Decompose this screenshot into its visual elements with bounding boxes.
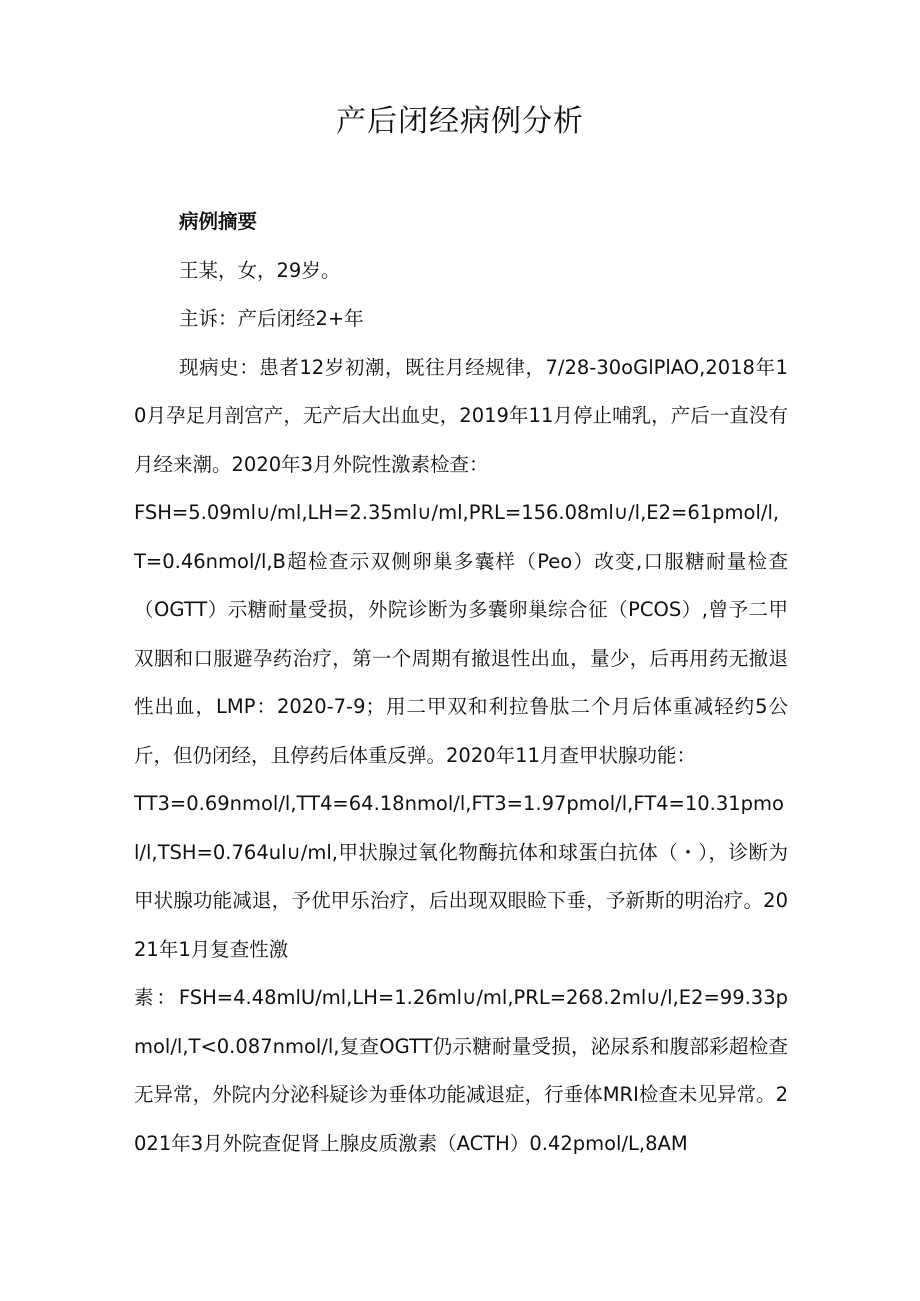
hormone-recheck-paragraph: 素：FSH=4.48mlU∕ml,LH=1.26ml∪∕ml,PRL=268.2ml∪∕l,E2=99.33pmol∕l,T<0.087nmol∕l,复查OGTT仍示糖耐量受损，泌尿系和腹部彩超检查无异常，外院内分泌科疑诊为垂体功能减退症，行垂体MRI检查未见异常。2021年3月外院查促肾上腺皮质激素（ACTH）0.42pmol∕L,8AM xyxy=(134,986,788,1155)
document-title: 产后闭经病例分析 xyxy=(336,104,584,139)
thyroid-results-paragraph: TT3=0.69nmol∕l,TT4=64.18nmol∕l,FT3=1.97pmol∕l,FT4=10.31pmol∕l,TSH=0.764ul∪∕ml,甲状腺过氧化物酶抗体和球蛋白抗体（・），诊断为甲状腺功能减退，予优甲乐治疗，后出现双眼睑下垂，予新斯的明治疗。2021年1月复查性激 xyxy=(134,792,788,961)
history-intro-paragraph: 现病史：患者12岁初潮，既往月经规律，7/28-30oGlPlAO,2018年10月孕足月剖宫产，无产后大出血史，2019年11月停止哺乳，产后一直没有月经来潮。2020年3月外院性激素检查： xyxy=(134,355,788,476)
hormone-results-paragraph: FSH=5.09ml∪∕ml,LH=2.35ml∪∕ml,PRL=156.08ml∪∕l,E2=61pmol∕l,T=0.46nmol∕l,B超检查示双侧卵巢多囊样（Peo）改变,口服糖耐量检查（OGTT）示糖耐量受损，外院诊断为多囊卵巢综合征（PCOS）,曾予二甲双胭和口服避孕药治疗，第一个周期有撤退性出血，量少，后再用药无撤退性出血，LMP：2020-7-9；用二甲双和利拉鲁肽二个月后体重减轻约5公斤，但仍闭经，且停药后体重反弹。2020年11月查甲状腺功能： xyxy=(134,501,788,767)
patient-info: 王某，女，29岁。 xyxy=(179,258,341,282)
chief-complaint: 主诉：产后闭经2+年 xyxy=(179,307,364,330)
section-heading: 病例摘要 xyxy=(179,210,258,233)
document-body xyxy=(134,198,788,1168)
